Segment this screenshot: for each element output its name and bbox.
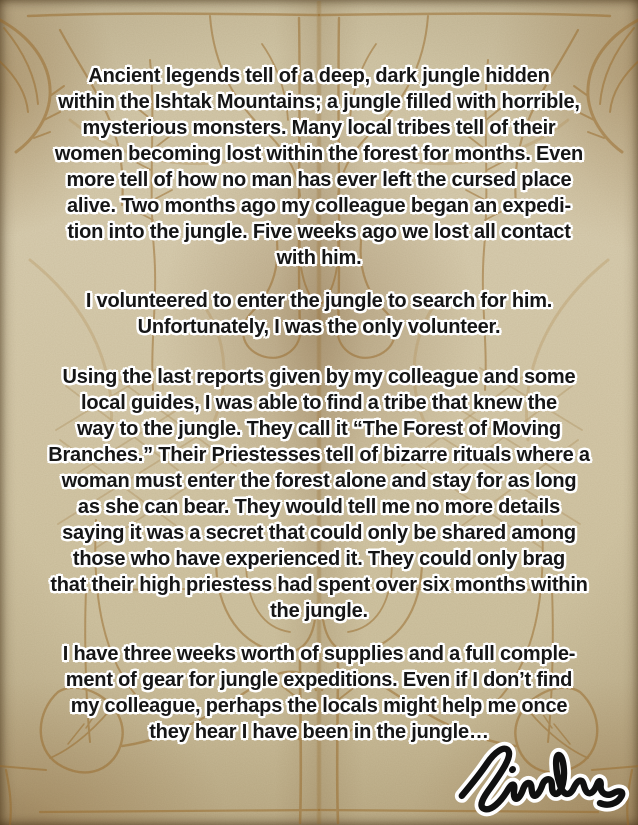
story-line: I have three weeks worth of supplies and a full comple- [62,643,576,665]
paragraph-tribe [0,364,638,624]
story-line: my colleague, perhaps the locals might help me once [70,695,568,717]
paragraph-volunteer [0,288,638,340]
story-line: the jungle. [270,600,368,622]
story-line: with him. [276,247,362,269]
story-line: that their high priestess had spent over six months within [50,574,588,596]
signature [449,727,638,825]
paragraph-supplies [0,641,638,745]
story-line: local guides, I was able to find a tribe that knew the [81,392,557,414]
story-line: more tell of how no man has ever left the cursed place [66,169,572,191]
story-line: woman must enter the forest alone and stay for as long [61,470,577,492]
story-line: way to the jungle. They call it “The Forest of Moving [77,418,561,440]
story-line: mysterious monsters. Many local tribes tell of their [82,117,556,139]
story-line: women becoming lost within the forest for months. Even [54,143,584,165]
story-line: ment of gear for jungle expeditions. Even if I don’t find [65,669,573,691]
story-line: Using the last reports given by my colleague and some [62,366,576,388]
story-line: saying it was a secret that could only be shared among [62,522,576,544]
story-line: Branches.” Their Priestesses tell of bizarre rituals where a [48,444,590,466]
story-line: within the Ishtak Mountains; a jungle filled with horrible, [58,91,580,113]
story-line: Ancient legends tell of a deep, dark jungle hidden [88,65,550,87]
paragraph-legend [0,63,638,271]
story-line: as she can bear. They would tell me no more details [77,496,561,518]
story-line: they hear I have been in the jungle… [149,721,489,743]
story-line: I volunteered to enter the jungle to search for him. [85,290,553,312]
story-line: alive. Two months ago my colleague began an expedi- [67,195,571,217]
story-line: those who have experienced it. They could only brag [72,548,566,570]
story-line: Unfortunately, I was the only volunteer. [137,316,501,338]
story-line: tion into the jungle. Five weeks ago we lost all contact [67,221,571,243]
signature-script-icon [449,727,638,825]
story-text [0,63,638,762]
